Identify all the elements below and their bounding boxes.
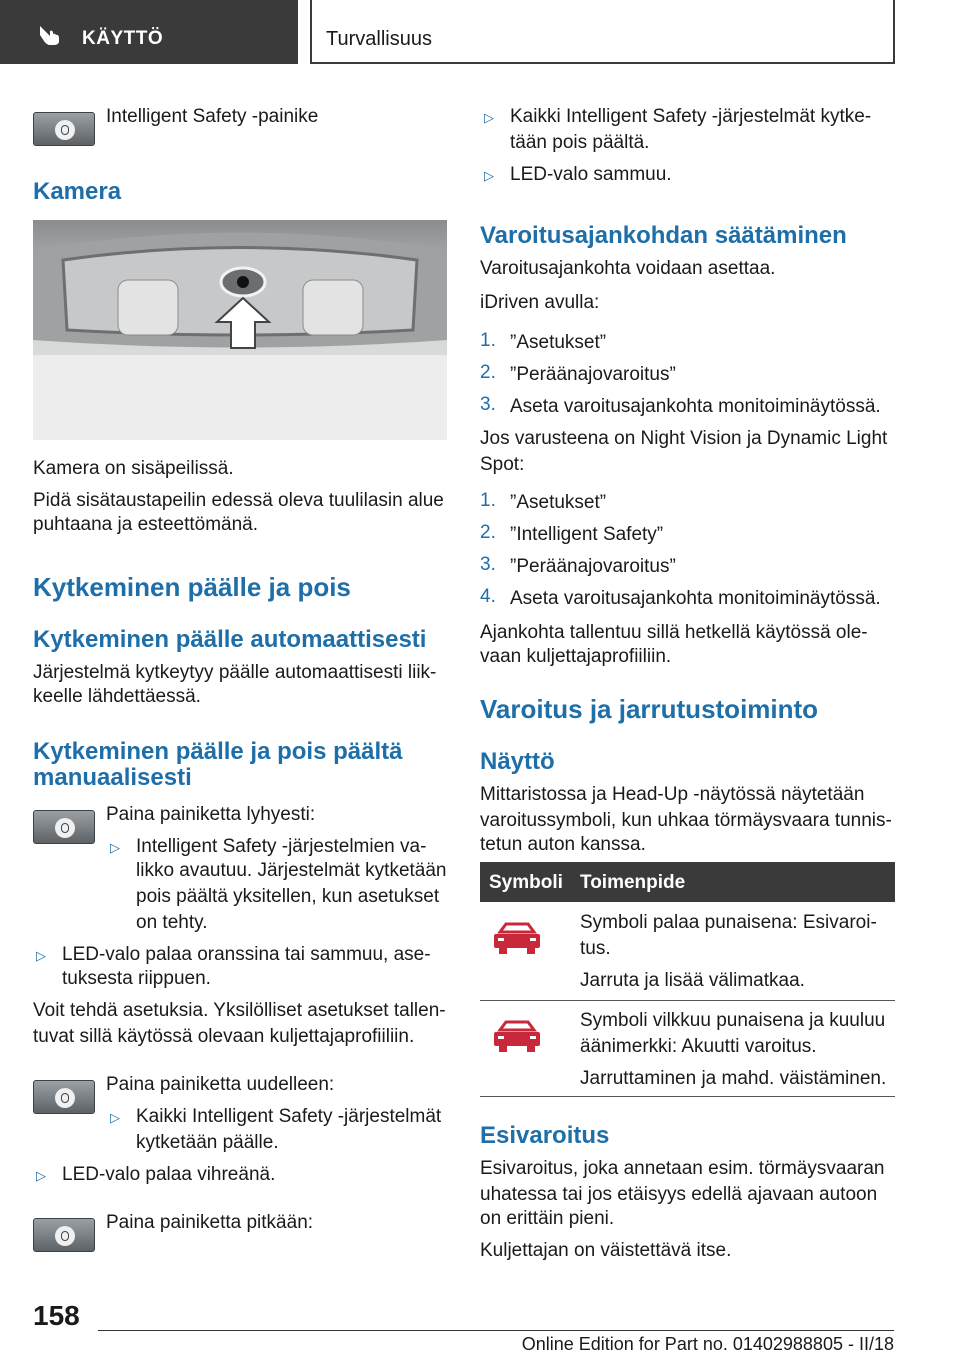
camera-photo	[33, 220, 447, 440]
car-warning-flashing-icon	[492, 1020, 542, 1054]
nv-line1: Jos varusteena on Night Vision ja Dynamic Light	[480, 428, 888, 449]
table-divider	[480, 1000, 895, 1001]
list1-item-3: Aseta varoitusajankohta monitoiminäytössä.	[510, 396, 881, 417]
settings-line2: tuvat sillä käytössä olevaan kuljettajaprofiiliin.	[33, 1026, 415, 1047]
short-item2-line1: LED-valo palaa oranssina tai sammuu, ase-	[62, 944, 431, 965]
again-item1-line1: Kaikki Intelligent Safety -järjestelmät	[136, 1106, 442, 1127]
list2-num-4: 4.	[480, 586, 496, 607]
list2-num-1: 1.	[480, 490, 496, 511]
pre-line1: Esivaroitus, joka annetaan esim. törmäysvaaran	[480, 1158, 885, 1179]
heading-timing: Varoitusajankohdan säätäminen	[480, 222, 847, 249]
camera-caption: Kamera on sisäpeilissä.	[33, 458, 234, 479]
chapter-tab	[0, 0, 298, 64]
list2-item-3: ”Peräänajovaroitus”	[510, 556, 676, 577]
list2-num-2: 2.	[480, 522, 496, 543]
triangle-bullet-icon: ▷	[484, 168, 494, 183]
display-line3: tetun auton kanssa.	[480, 834, 646, 855]
short-item1-line2: likko avautuu. Järjestelmät kytketään	[136, 860, 447, 881]
symbol-table-header	[480, 862, 895, 902]
saved-line2: vaan kuljettajaprofiiliin.	[480, 646, 672, 667]
heading-display: Näyttö	[480, 748, 555, 775]
list2-item-2: ”Intelligent Safety”	[510, 524, 664, 545]
col-action: Toimenpide	[580, 872, 686, 893]
camera-note-line2: puhtaana ja esteettömänä.	[33, 514, 259, 535]
rear-window-illustration	[33, 220, 447, 440]
pre-line4: Kuljettajan on väistettävä itse.	[480, 1240, 732, 1261]
list2-item-1: ”Asetukset”	[510, 492, 607, 513]
chapter-title: KÄYTTÖ	[82, 28, 164, 49]
heading-kamera: Kamera	[33, 178, 122, 205]
triangle-bullet-icon: ▷	[36, 948, 46, 963]
row1-line1: Symboli palaa punaisena: Esivaroi-	[580, 912, 877, 933]
long-item1-line2: tään pois päältä.	[510, 132, 650, 153]
list1-num-2: 2.	[480, 362, 496, 383]
car-warning-icon	[492, 922, 542, 956]
saved-line1: Ajankohta tallentuu sillä hetkellä käytössä ole-	[480, 622, 868, 643]
short-item1-line3: pois päältä yksitellen, kun asetukset	[136, 886, 440, 907]
camera-note-line1: Pidä sisätaustapeilin edessä oleva tuulilasin alue	[33, 490, 444, 511]
row2-line3: Jarruttaminen ja mahd. väistäminen.	[580, 1068, 887, 1089]
intelligent-safety-button-icon	[33, 1218, 95, 1252]
list1-num-1: 1.	[480, 330, 496, 351]
table-bottom	[480, 1096, 895, 1097]
press-again: Paina painiketta uudelleen:	[106, 1074, 335, 1095]
heading-auto: Kytkeminen päälle automaattisesti	[33, 626, 427, 653]
intelligent-safety-button-icon	[33, 112, 95, 146]
section-header	[310, 0, 895, 64]
triangle-bullet-icon: ▷	[110, 1110, 120, 1125]
button-label: Intelligent Safety -painike	[106, 106, 319, 127]
list2-item-4: Aseta varoitusajankohta monitoiminäytössä.	[510, 588, 881, 609]
page-number: 158	[33, 1300, 80, 1331]
heading-pre-warning: Esivaroitus	[480, 1122, 610, 1149]
again-item2: LED-valo palaa vihreänä.	[62, 1164, 276, 1185]
edition-text: Online Edition for Part no. 01402988805 - II/18	[521, 1334, 894, 1354]
intelligent-safety-button-icon	[33, 1080, 95, 1114]
pre-line2: uhatessa tai jos etäisyys edellä ajavaan autoon	[480, 1184, 878, 1205]
nv-line2: Spot:	[480, 454, 525, 475]
intelligent-safety-button-icon	[33, 810, 95, 844]
footer-rule	[98, 1330, 894, 1331]
short-item1-line1: Intelligent Safety -järjestelmien va-	[136, 836, 427, 857]
long-item1-line1: Kaikki Intelligent Safety -järjestelmät kytke-	[510, 106, 872, 127]
row1-line3: Jarruta ja lisää välimatkaa.	[580, 970, 805, 991]
press-long: Paina painiketta pitkään:	[106, 1212, 314, 1233]
heading-warning: Varoitus ja jarrutustoiminto	[480, 694, 819, 724]
press-short: Paina painiketta lyhyesti:	[106, 804, 316, 825]
row1-line2: tus.	[580, 938, 611, 959]
timing-text: Varoitusajankohta voidaan asettaa.	[480, 258, 776, 279]
auto-text-line2: keelle lähdettäessä.	[33, 686, 201, 707]
triangle-bullet-icon: ▷	[484, 110, 494, 125]
auto-text-line1: Järjestelmä kytkeytyy päälle automaattisesti liik-	[33, 662, 437, 683]
heading-manual-line1: Kytkeminen päälle ja pois päältä	[33, 738, 403, 765]
list1-item-2: ”Peräänajovaroitus”	[510, 364, 676, 385]
hand-pointer-icon	[36, 22, 66, 46]
section-title: Turvallisuus	[326, 28, 432, 50]
long-item2: LED-valo sammuu.	[510, 164, 672, 185]
heading-manual-line2: manuaalisesti	[33, 764, 192, 791]
row2-line2: äänimerkki: Akuutti varoitus.	[580, 1036, 817, 1057]
short-item1-line4: on tehty.	[136, 912, 208, 933]
col-symbol: Symboli	[489, 872, 563, 893]
list1-item-1: ”Asetukset”	[510, 332, 607, 353]
pre-line3: on erittäin pieni.	[480, 1208, 615, 1229]
list1-num-3: 3.	[480, 394, 496, 415]
list2-num-3: 3.	[480, 554, 496, 575]
idrive-text: iDriven avulla:	[480, 292, 600, 313]
display-line2: varoitussymboli, kun uhkaa törmäysvaara tunnis-	[480, 810, 892, 831]
short-item2-line2: tuksesta riippuen.	[62, 968, 211, 989]
display-line1: Mittaristossa ja Head-Up -näytössä näytetään	[480, 784, 865, 805]
heading-on-off: Kytkeminen päälle ja pois	[33, 572, 351, 602]
settings-line1: Voit tehdä asetuksia. Yksilölliset asetukset tallen-	[33, 1000, 446, 1021]
triangle-bullet-icon: ▷	[36, 1168, 46, 1183]
triangle-bullet-icon: ▷	[110, 840, 120, 855]
row2-line1: Symboli vilkkuu punaisena ja kuuluu	[580, 1010, 886, 1031]
again-item1-line2: kytketään päälle.	[136, 1132, 279, 1153]
